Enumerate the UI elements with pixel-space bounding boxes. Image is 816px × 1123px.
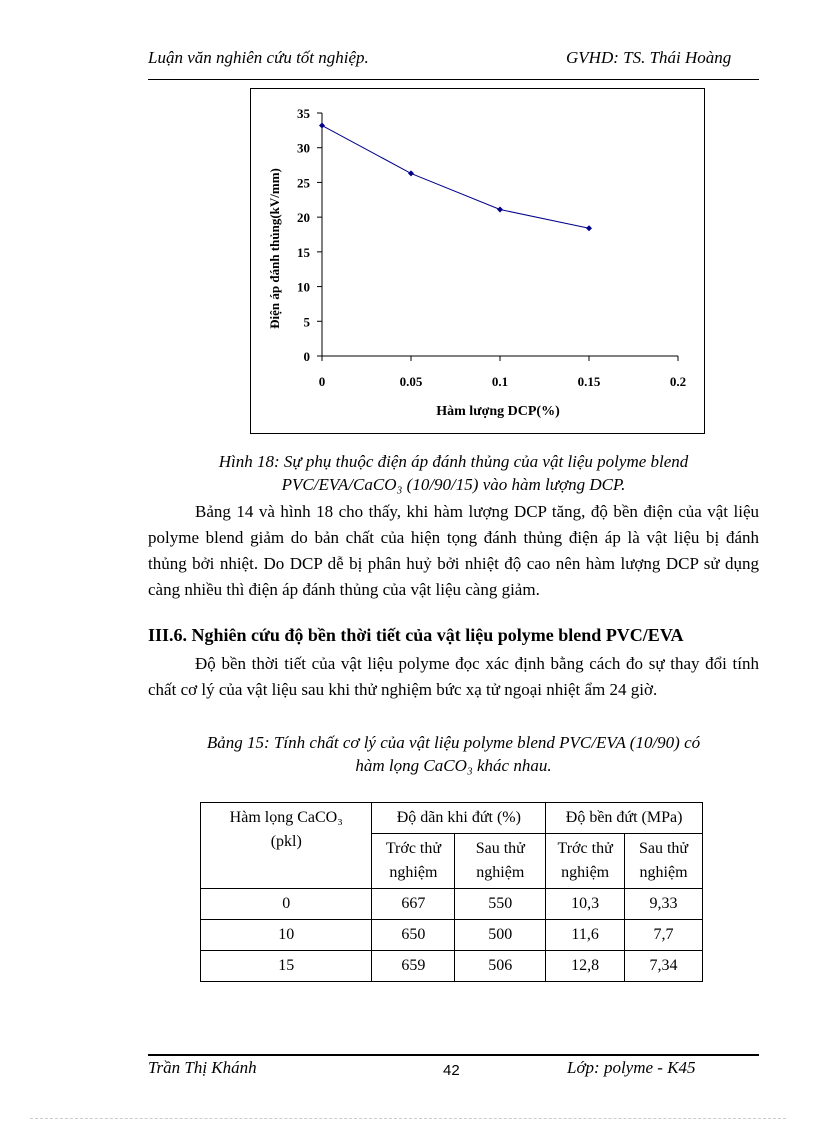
table-cell: 11,6 xyxy=(546,920,625,951)
x-tick-label: 0.15 xyxy=(577,374,601,389)
footer-divider xyxy=(148,1054,759,1056)
x-tick-label: 0.2 xyxy=(669,374,687,389)
table-cell: 12,8 xyxy=(546,951,625,982)
subheader-before-1: Trớc thử nghiệm xyxy=(372,834,455,889)
section-title: III.6. Nghiên cứu độ bền thời tiết của vật liệu polyme blend PVC/EVA xyxy=(148,625,684,645)
table-caption-line2: hàm lọng CaCO₃ khác nhau. xyxy=(355,756,552,775)
figure-caption-line1: Hình 18: Sự phụ thuộc điện áp đánh thủng của vật liệu polyme blend xyxy=(218,452,689,471)
data-point xyxy=(586,225,592,231)
subheader-before-2: Trớc thử nghiệm xyxy=(546,834,625,889)
header-tensile-strength: Độ bền đứt (MPa) xyxy=(546,803,703,834)
y-tick-label: 10 xyxy=(297,279,310,295)
header-elongation: Độ dãn khi đứt (%) xyxy=(372,803,546,834)
header-thesis-title: Luận văn nghiên cứu tốt nghiệp. xyxy=(148,48,369,67)
data-point xyxy=(408,170,414,176)
table-caption-line1: Bảng 15: Tính chất cơ lý của vật liệu polyme blend PVC/EVA (10/90) có xyxy=(206,733,701,752)
page-number: 42 xyxy=(443,1062,460,1079)
header-content-cell xyxy=(201,803,372,889)
header-divider xyxy=(148,79,759,80)
subheader-after-1: Sau thử nghiệm xyxy=(455,834,546,889)
header-supervisor: GVHD: TS. Thái Hoàng xyxy=(566,48,732,67)
table-row xyxy=(201,920,703,951)
y-tick-label: 20 xyxy=(297,210,310,226)
table-cell: 650 xyxy=(372,920,455,951)
y-tick-label: 15 xyxy=(297,244,310,260)
chart-frame xyxy=(250,88,705,434)
table-cell: 667 xyxy=(372,889,455,920)
x-tick-label: 0.1 xyxy=(491,374,509,389)
header-content-label: Hàm lọng CaCO₃ xyxy=(229,809,343,826)
table-row xyxy=(201,951,703,982)
y-tick-label: 5 xyxy=(303,314,310,330)
table-caption xyxy=(148,731,759,777)
table-header-row xyxy=(201,803,703,834)
header-content-unit: (pkl) xyxy=(270,833,302,850)
table-cell: 7,7 xyxy=(625,920,703,951)
paragraph-discussion: Bảng 14 và hình 18 cho thấy, khi hàm lượng DCP tăng, độ bền điện của vật liệu polyme blend giảm do bản chất của hiện tọng đánh thủng điện áp là vật liệu bị đánh thủng bởi nhiệt. Do DCP dễ bị phân huỷ bởi nhiệt độ cao nên hàm lượng DCP sử dụng càng nhiều thì điện áp đánh thủng của vật liệu càng giảm. xyxy=(148,502,759,599)
table-row xyxy=(201,889,703,920)
figure-caption xyxy=(148,450,759,496)
table-cell: 550 xyxy=(455,889,546,920)
table-cell: 10 xyxy=(201,920,372,951)
footer-class: Lớp: polyme - K45 xyxy=(567,1058,696,1077)
table-cell: 500 xyxy=(455,920,546,951)
table-cell: 7,34 xyxy=(625,951,703,982)
x-axis-label: Hàm lượng DCP(%) xyxy=(436,404,560,419)
y-tick-label: 30 xyxy=(297,140,310,156)
y-axis-label: Điện áp đánh thủng(kV/mm) xyxy=(267,168,282,329)
series-line xyxy=(322,125,589,228)
table-cell: 506 xyxy=(455,951,546,982)
x-tick-label: 0 xyxy=(318,374,326,389)
y-tick-label: 25 xyxy=(297,175,310,191)
table-cell: 10,3 xyxy=(546,889,625,920)
breakdown-voltage-chart xyxy=(251,89,704,433)
properties-table xyxy=(200,802,703,982)
table-cell: 9,33 xyxy=(625,889,703,920)
y-tick-label: 0 xyxy=(303,349,310,364)
page-edge-line xyxy=(30,1118,786,1119)
y-tick-label: 35 xyxy=(297,106,310,121)
paragraph-weathering: Độ bền thời tiết của vật liệu polyme đọc xác định bằng cách đo sự thay đổi tính chất cơ lý của vật liệu sau khi thử nghiệm bức xạ tử ngoại nhiệt ẩm 24 giờ. xyxy=(148,654,759,699)
subheader-after-2: Sau thử nghiệm xyxy=(625,834,703,889)
x-tick-label: 0.05 xyxy=(399,374,423,389)
figure-caption-line2: PVC/EVA/CaCO₃ (10/90/15) vào hàm lượng DCP. xyxy=(281,475,626,494)
footer-author: Trần Thị Khánh xyxy=(148,1058,257,1077)
data-point xyxy=(319,122,325,128)
data-point xyxy=(497,207,503,213)
table-cell: 659 xyxy=(372,951,455,982)
table-cell: 15 xyxy=(201,951,372,982)
table-cell: 0 xyxy=(201,889,372,920)
